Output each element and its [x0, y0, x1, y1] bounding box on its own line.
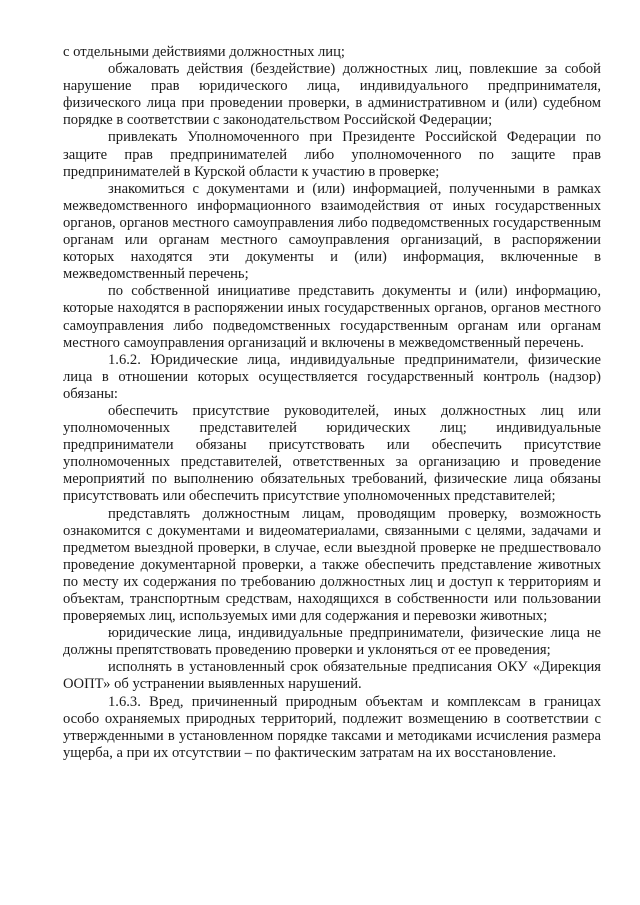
paragraph-continuation: с отдельными действиями должностных лиц; [63, 44, 345, 60]
paragraph-provide-access: представлять должностным лицам, проводящим проверку, возможность ознакомится с документами и видеоматериалами, связанными с целями, задачами и предметом выездной проверки, в случае, если выездной проверке не предшествовало проведение документарной проверки, а также обеспечить представление животных по месту их содержания по требованию должностных лиц и доступ к территориям и объектам, транспортным средствам, находящихся в собственности или пользовании проверяемых лиц, используемых ими для содержания и перевозки животных; [63, 505, 601, 625]
paragraph-section-1-6-2: 1.6.2. Юридические лица, индивидуальные предприниматели, физические лица в отношении которых осуществляется государственный контроль (надзор) обязаны: [63, 351, 601, 402]
paragraph-section-1-6-3: 1.6.3. Вред, причиненный природным объектам и комплексам в границах особо охраняемых природных территорий, подлежит возмещению в соответствии с утвержденными в установленном порядке таксами и методиками исчисления размера ущерба, а при их отсутствии – по фактическим затратам на их восстановление. [63, 693, 601, 761]
paragraph-involve-ombudsman: привлекать Уполномоченного при Президенте Российской Федерации по защите прав предпринимателей либо уполномоченного по защите прав предпринимателей в Курской области к участию в проверке; [63, 129, 601, 180]
paragraph-appeal-actions: обжаловать действия (бездействие) должностных лиц, повлекшие за собой нарушение прав юридического лица, индивидуального предпринимателя, физического лица при проведении проверки, в административном и (или) судебном порядке в соответствии с законодательством Российской Федерации; [63, 61, 601, 129]
paragraph-not-obstruct: юридические лица, индивидуальные предприниматели, физические лица не должны препятствовать проведению проверки и уклоняться от ее проведения; [63, 625, 601, 659]
document-body [63, 44, 601, 762]
paragraph-execute-orders: исполнять в установленный срок обязательные предписания ОКУ «Дирекция ООПТ» об устранении выявленных нарушений. [63, 659, 601, 693]
paragraph-review-documents: знакомиться с документами и (или) информацией, полученными в рамках межведомственного информационного взаимодействия от иных государственных органов, органов местного самоуправления либо подведомственных государственным органам или органам местного самоуправления организаций, в распоряжении которых находятся эти документы и (или) информация, включенные в межведомственный перечень; [63, 180, 601, 283]
paragraph-ensure-presence: обеспечить присутствие руководителей, иных должностных лиц или уполномоченных представителей юридических лиц; индивидуальные предприниматели обязаны присутствовать или обеспечить присутствие уполномоченных представителей, ответственных за организацию и проведение мероприятий по выполнению обязательных требований, физические лица обязаны присутствовать или обеспечить присутствие уполномоченных представителей; [63, 402, 601, 505]
paragraph-submit-documents: по собственной инициативе представить документы и (или) информацию, которые находятся в распоряжении иных государственных органов, органов местного самоуправления либо подведомственных государственным органам или органам местного самоуправления организаций и включены в межведомственный перечень. [63, 283, 601, 351]
